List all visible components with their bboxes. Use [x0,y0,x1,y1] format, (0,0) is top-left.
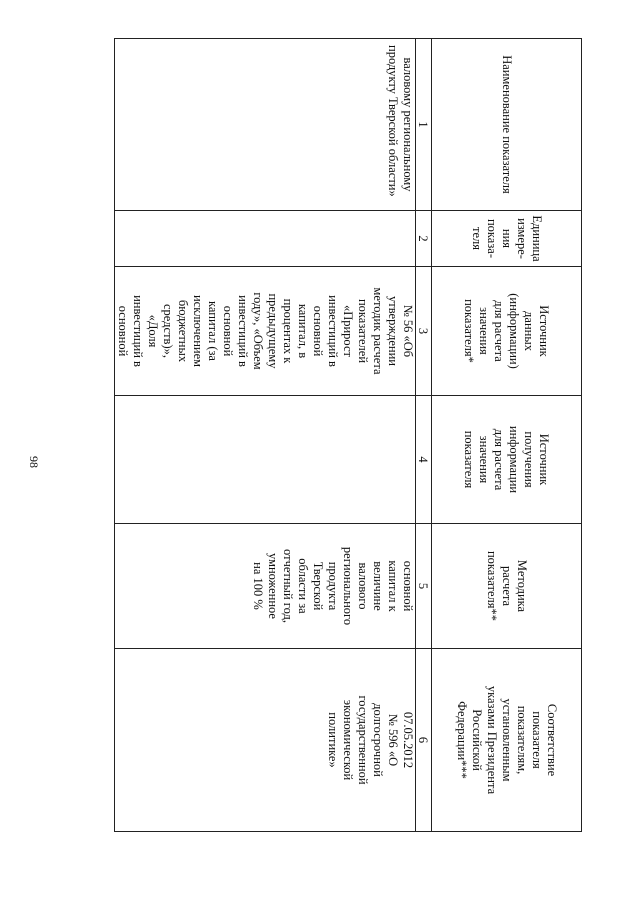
header-row [432,39,582,832]
indicator-table [114,38,582,832]
header-method: Методика расчета показателя** [432,524,582,649]
column-number: 2 [416,211,432,267]
cell-method: основной капитал к величине валового регионального продукта Тверской области за отчетный год, умноженное на 100 % [115,524,416,649]
cell-info-source [115,396,416,524]
cell-data-source: № 56 «Об утверждении методик расчета показателей «Прирост инвестиций в основной капитал, в процентах к предыдущему году», «Объем инвестиций в основной капитал (за исключением бюджетных средств)», «Доля инвестиций в основной [115,267,416,396]
header-unit: Единица измере- ния показа- теля [432,211,582,267]
column-number: 1 [416,39,432,211]
column-number: 3 [416,267,432,396]
header-info-source: Источник получения информации для расчета значения показателя [432,396,582,524]
column-number-row [416,39,432,832]
rotated-table-container [116,38,582,831]
cell-indicator-name: валовому региональному продукту Тверской области» [115,39,416,211]
header-indicator-name: Наименование показателя [432,39,582,211]
cell-decree: 07.05.2012 № 596 «О долгосрочной государственной экономической политике» [115,649,416,832]
table-row [115,39,416,832]
column-number: 4 [416,396,432,524]
column-number: 5 [416,524,432,649]
column-number: 6 [416,649,432,832]
header-decree: Соответствие показателя показателям, установленным указами Президента Российской Федерации*** [432,649,582,832]
cell-unit [115,211,416,267]
page-number: 98 [27,456,41,468]
header-data-source: Источник данных (информации) для расчета значения показателя* [432,267,582,396]
